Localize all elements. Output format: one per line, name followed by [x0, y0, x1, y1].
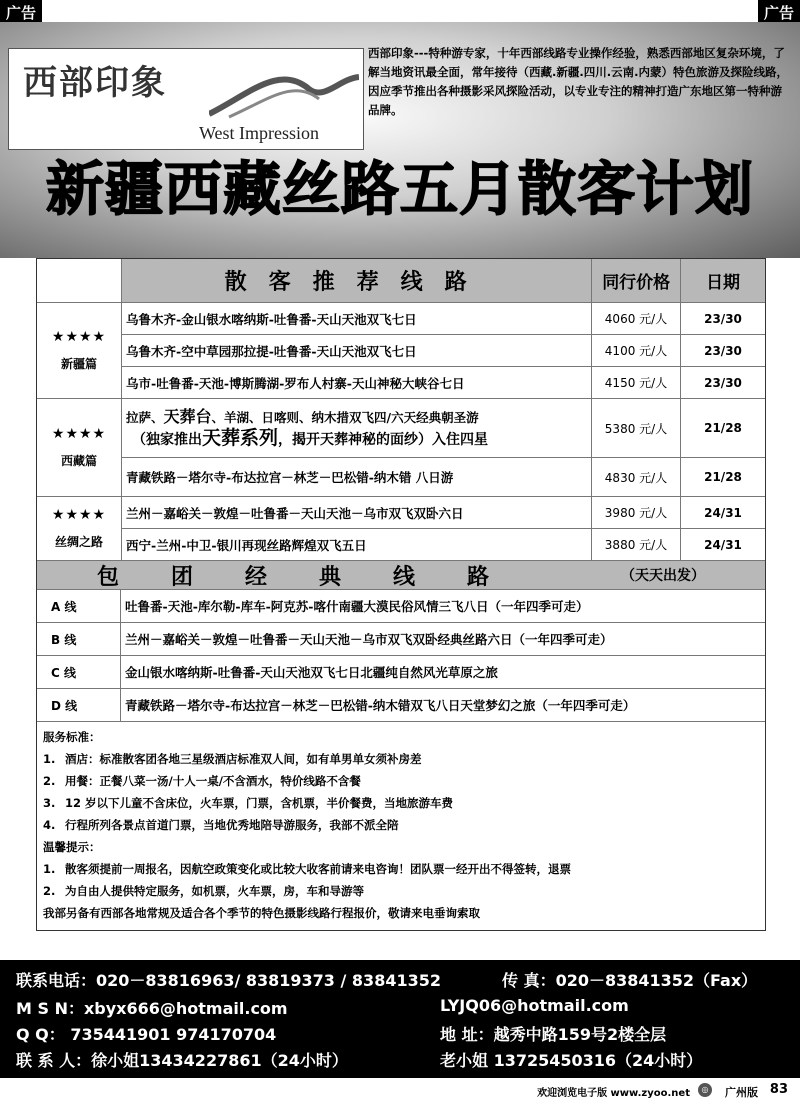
table-row — [122, 399, 765, 458]
category-cell — [37, 399, 122, 496]
item-text: 行程所列各景点首道门票，当地优秀地陪导游服务，我部不派全陪 — [65, 818, 399, 832]
contact-phone: 联系电话：020－83816963/ 83819373 / 83841352 — [16, 971, 441, 990]
tour-label: C 线 — [37, 656, 121, 688]
price-cell: 4100 元/人 — [592, 335, 681, 366]
tour-desc: 兰州－嘉峪关－敦煌－吐鲁番－天山天池－乌市双飞双卧经典丝路六日（一年四季可走） — [125, 632, 613, 647]
date-cell: 23/30 — [704, 343, 742, 358]
service-title: 服务标准： — [43, 730, 101, 744]
table-row — [122, 458, 765, 496]
tour-label: D 线 — [37, 689, 121, 721]
tour-row-c — [37, 656, 765, 689]
date-cell: 23/30 — [704, 311, 742, 326]
price-cell: 3880 元/人 — [592, 529, 681, 560]
route-cell — [122, 399, 592, 457]
tour-label: A 线 — [37, 590, 121, 622]
route-cell: 青藏铁路－塔尔寺-布达拉宫－林芝－巴松错-纳木错 八日游 — [122, 458, 592, 496]
price-cell: 4830 元/人 — [592, 458, 681, 496]
header-banner — [0, 22, 800, 258]
contact-person: 联 系 人：徐小姐13434227861（24小时） — [16, 1051, 348, 1070]
contact-address: 地 址：越秀中路159号2楼全层 — [440, 1025, 667, 1044]
table-row — [122, 303, 765, 335]
category-name: 丝绸之路 — [54, 535, 103, 549]
table-row — [122, 335, 765, 367]
list-item — [43, 814, 759, 836]
date-cell: 24/31 — [704, 505, 742, 520]
page-number: 83 — [769, 1082, 788, 1097]
category-name: 新疆篇 — [60, 357, 97, 371]
category-cell — [37, 303, 122, 398]
list-item — [43, 748, 759, 770]
date-cell: 21/28 — [704, 421, 742, 435]
star-rating: ★★★★ — [51, 507, 107, 523]
route-cell: 乌鲁木齐-金山银水喀纳斯-吐鲁番-天山天池双飞七日 — [122, 303, 592, 334]
route-cell: 乌鲁木齐-空中草园那拉提-吐鲁番-天山天池双飞七日 — [122, 335, 592, 366]
tour-row-d — [37, 689, 765, 722]
item-text: 散客须提前一周报名，因航空政策变化或比较大收客前请来电咨询！团队票一经开出不得签转，退票 — [65, 862, 571, 876]
item-number: 1. — [43, 752, 56, 766]
route-line-2 — [126, 428, 488, 450]
group-xinjiang — [37, 303, 765, 399]
item-text: 用餐：正餐八菜一汤/十人一桌/不含酒水，特价线路不含餐 — [65, 774, 361, 788]
header-route: 散客推荐线路 — [122, 259, 592, 302]
tour-row-a — [37, 590, 765, 623]
table-row — [122, 497, 765, 529]
contact-msn: M S N：xbyx666@hotmail.com — [16, 999, 288, 1018]
list-item — [43, 880, 759, 902]
logo — [8, 48, 364, 150]
route-cell: 兰州－嘉峪关－敦煌－吐鲁番－天山天池－乌市双飞双卧六日 — [122, 497, 592, 528]
page-title: 新疆西藏丝路五月散客计划 — [45, 155, 754, 223]
tour-label: B 线 — [37, 623, 121, 655]
header-date: 日期 — [681, 259, 765, 302]
logo-en-text: West Impression — [199, 123, 320, 143]
item-number: 2. — [43, 774, 56, 788]
tips-title: 温馨提示： — [43, 840, 101, 854]
notes-section — [37, 722, 765, 930]
item-number: 1. — [43, 862, 56, 876]
group-tour-band — [37, 561, 765, 590]
page-footer — [0, 1080, 800, 1100]
tour-desc: 青藏铁路－塔尔寺-布达拉宫－林芝－巴松错-纳木错双飞八日天堂梦幻之旅（一年四季可走） — [125, 698, 636, 713]
price-cell: 4150 元/人 — [592, 367, 681, 398]
group-silk-road — [37, 497, 765, 561]
price-cell: 3980 元/人 — [592, 497, 681, 528]
tour-desc: 吐鲁番-天池-库尔勒-库车-阿克苏-喀什南疆大漠民俗风情三飞八日（一年四季可走） — [125, 599, 589, 614]
intro-text: 西部印象---特种游专家，十年西部线路专业操作经验，熟悉西部地区复杂环境，了解当地资讯最全面，常年接待（西藏.新疆.四川.云南.内蒙）特色旅游及探险线路，因应季节推出各种摄影采风探险活动，以专业专注的精神打造广东地区第一特种游品牌。 — [368, 46, 788, 117]
star-rating: ★★★★ — [51, 329, 107, 345]
band-title: 包团经典线路 — [97, 564, 542, 590]
logo-cn-text: 西部印象 — [23, 63, 167, 103]
list-item — [43, 858, 759, 880]
star-rating: ★★★★ — [51, 426, 107, 442]
price-cell: 5380 元/人 — [592, 399, 681, 457]
table-row — [122, 529, 765, 560]
date-cell: 24/31 — [704, 537, 742, 552]
footer-text: 欢迎浏览电子版 www.zyoo.net — [537, 1088, 690, 1099]
route-table — [36, 258, 766, 931]
ad-label-right: 广告 — [758, 0, 800, 25]
contact-fax: 传 真：020－83841352（Fax） — [502, 971, 758, 990]
item-text: 酒店：标准散客团各地三星级酒店标准双人间，如有单男单女须补房差 — [65, 752, 422, 766]
item-number: 4. — [43, 818, 56, 832]
ad-label-left: 广告 — [0, 0, 42, 25]
list-item — [43, 770, 759, 792]
mountain-swoosh-icon — [209, 59, 359, 119]
category-cell — [37, 497, 122, 560]
route-highlight: 天葬系列 — [202, 426, 279, 449]
item-number: 3. — [43, 796, 56, 810]
date-cell: 21/28 — [704, 470, 742, 484]
route-cell: 乌市-吐鲁番-天池-博斯腾湖-罗布人村寨-天山神秘大峡谷七日 — [122, 367, 592, 398]
edition-label: 广州版 — [725, 1086, 758, 1099]
route-text: ，揭开天葬神秘的面纱）入住四星 — [278, 431, 489, 448]
table-header — [37, 259, 765, 303]
band-subtitle: （天天出发） — [621, 568, 705, 584]
price-cell: 4060 元/人 — [592, 303, 681, 334]
item-text: 为自由人提供特定服务，如机票，火车票，房，车和导游等 — [65, 884, 364, 898]
contact-bar — [0, 960, 800, 1078]
route-highlight: 天葬台 — [163, 406, 212, 426]
publisher-logo-icon: ◎ — [698, 1083, 712, 1097]
route-text: 、羊湖、日喀则、纳木措双飞四/六天经典朝圣游 — [211, 409, 479, 425]
list-item — [43, 792, 759, 814]
route-text: 拉萨、 — [126, 409, 164, 425]
contact-qq: Q Q： 735441901 974170704 — [16, 1025, 277, 1044]
route-cell: 西宁-兰州-中卫-银川再现丝路辉煌双飞五日 — [122, 529, 592, 560]
header-blank — [37, 259, 122, 302]
category-name: 西藏篇 — [60, 454, 97, 468]
table-row — [122, 367, 765, 398]
contact-msn-2: LYJQ06@hotmail.com — [440, 996, 629, 1015]
closing-note: 我部另备有西部各地常规及适合各个季节的特色摄影线路行程报价，敬请来电垂询索取 — [43, 906, 480, 920]
header-price: 同行价格 — [592, 259, 681, 302]
tour-desc: 金山银水喀纳斯-吐鲁番-天山天池双飞七日北疆纯自然风光草原之旅 — [125, 665, 498, 680]
route-line-1 — [126, 407, 479, 428]
item-number: 2. — [43, 884, 56, 898]
item-text: 12 岁以下儿童不含床位，火车票，门票，含机票，半价餐费，当地旅游车费 — [65, 796, 454, 810]
contact-person-2: 老小姐 13725450316（24小时） — [440, 1051, 703, 1070]
group-tibet — [37, 399, 765, 497]
date-cell: 23/30 — [704, 375, 742, 390]
route-text: （独家推出 — [132, 431, 202, 448]
tour-row-b — [37, 623, 765, 656]
